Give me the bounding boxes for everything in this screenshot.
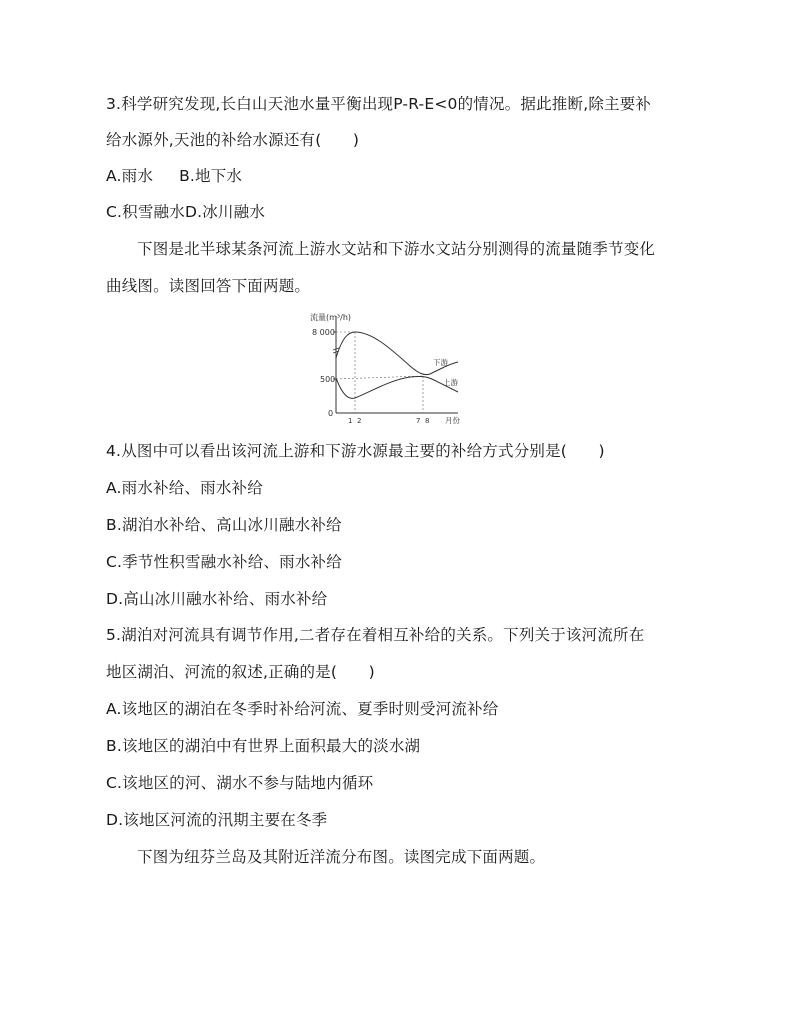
series-label-downstream: 下游: [433, 358, 448, 367]
q5-option-d[interactable]: D.该地区河流的汛期主要在冬季: [106, 811, 328, 829]
q5-stem-line2: 地区湖泊、河流的叙述,正确的是( ): [106, 663, 375, 681]
q3-stem-line2: 给水源外,天池的补给水源还有( ): [106, 131, 360, 149]
y-tick-label-0: 0: [328, 409, 334, 418]
flow-chart: [300, 308, 500, 428]
intro2-line1: 下图为纽芬兰岛及其附近洋流分布图。读图完成下面两题。: [137, 848, 546, 866]
q3-options-row1: [106, 165, 242, 187]
x-tick-label-8: 8: [425, 417, 430, 425]
q3-stem-line1: 3.科学研究发现,长白山天池水量平衡出现P-R-E<0的情况。据此推断,除主要补: [106, 95, 652, 113]
q5-option-b[interactable]: B.该地区的湖泊中有世界上面积最大的淡水湖: [106, 737, 421, 755]
q5-option-c[interactable]: C.该地区的河、湖水不参与陆地内循环: [106, 774, 374, 792]
q4-stem: 4.从图中可以看出该河流上游和下游水源最主要的补给方式分别是( ): [106, 442, 605, 460]
q4-option-b[interactable]: B.湖泊水补给、高山冰川融水补给: [106, 516, 342, 534]
x-tick-label-2: 2: [357, 417, 362, 425]
y-tick-label-8000: 8 000: [312, 328, 335, 337]
series-label-upstream: 上游: [443, 378, 458, 387]
y-tick-label-500: 500: [320, 375, 336, 384]
series-line-downstream: [336, 332, 458, 375]
x-axis-label: 月份: [445, 416, 460, 425]
x-tick-label-7: 7: [416, 417, 421, 425]
series-line-upstream: [336, 376, 458, 398]
q5-stem-line1: 5.湖泊对河流具有调节作用,二者存在着相互补给的关系。下列关于该河流所在: [106, 626, 645, 644]
y-axis-label: 流量(m³/h): [310, 313, 352, 322]
q4-option-a[interactable]: A.雨水补给、雨水补给: [106, 479, 263, 497]
intro1-line1: 下图是北半球某条河流上游水文站和下游水文站分别测得的流量随季节变化: [137, 240, 656, 258]
intro1-line2: 曲线图。读图回答下面两题。: [106, 277, 311, 295]
q3-option-a[interactable]: A.雨水: [106, 167, 154, 185]
q5-option-a[interactable]: A.该地区的湖泊在冬季时补给河流、夏季时则受河流补给: [106, 700, 499, 718]
q4-option-c[interactable]: C.季节性积雪融水补给、雨水补给: [106, 553, 342, 571]
q3-option-b[interactable]: B.地下水: [179, 167, 243, 185]
q3-option-cd[interactable]: C.积雪融水D.冰川融水: [106, 203, 266, 221]
q4-option-d[interactable]: D.高山冰川融水补给、雨水补给: [106, 590, 328, 608]
x-tick-label-1: 1: [348, 417, 353, 425]
